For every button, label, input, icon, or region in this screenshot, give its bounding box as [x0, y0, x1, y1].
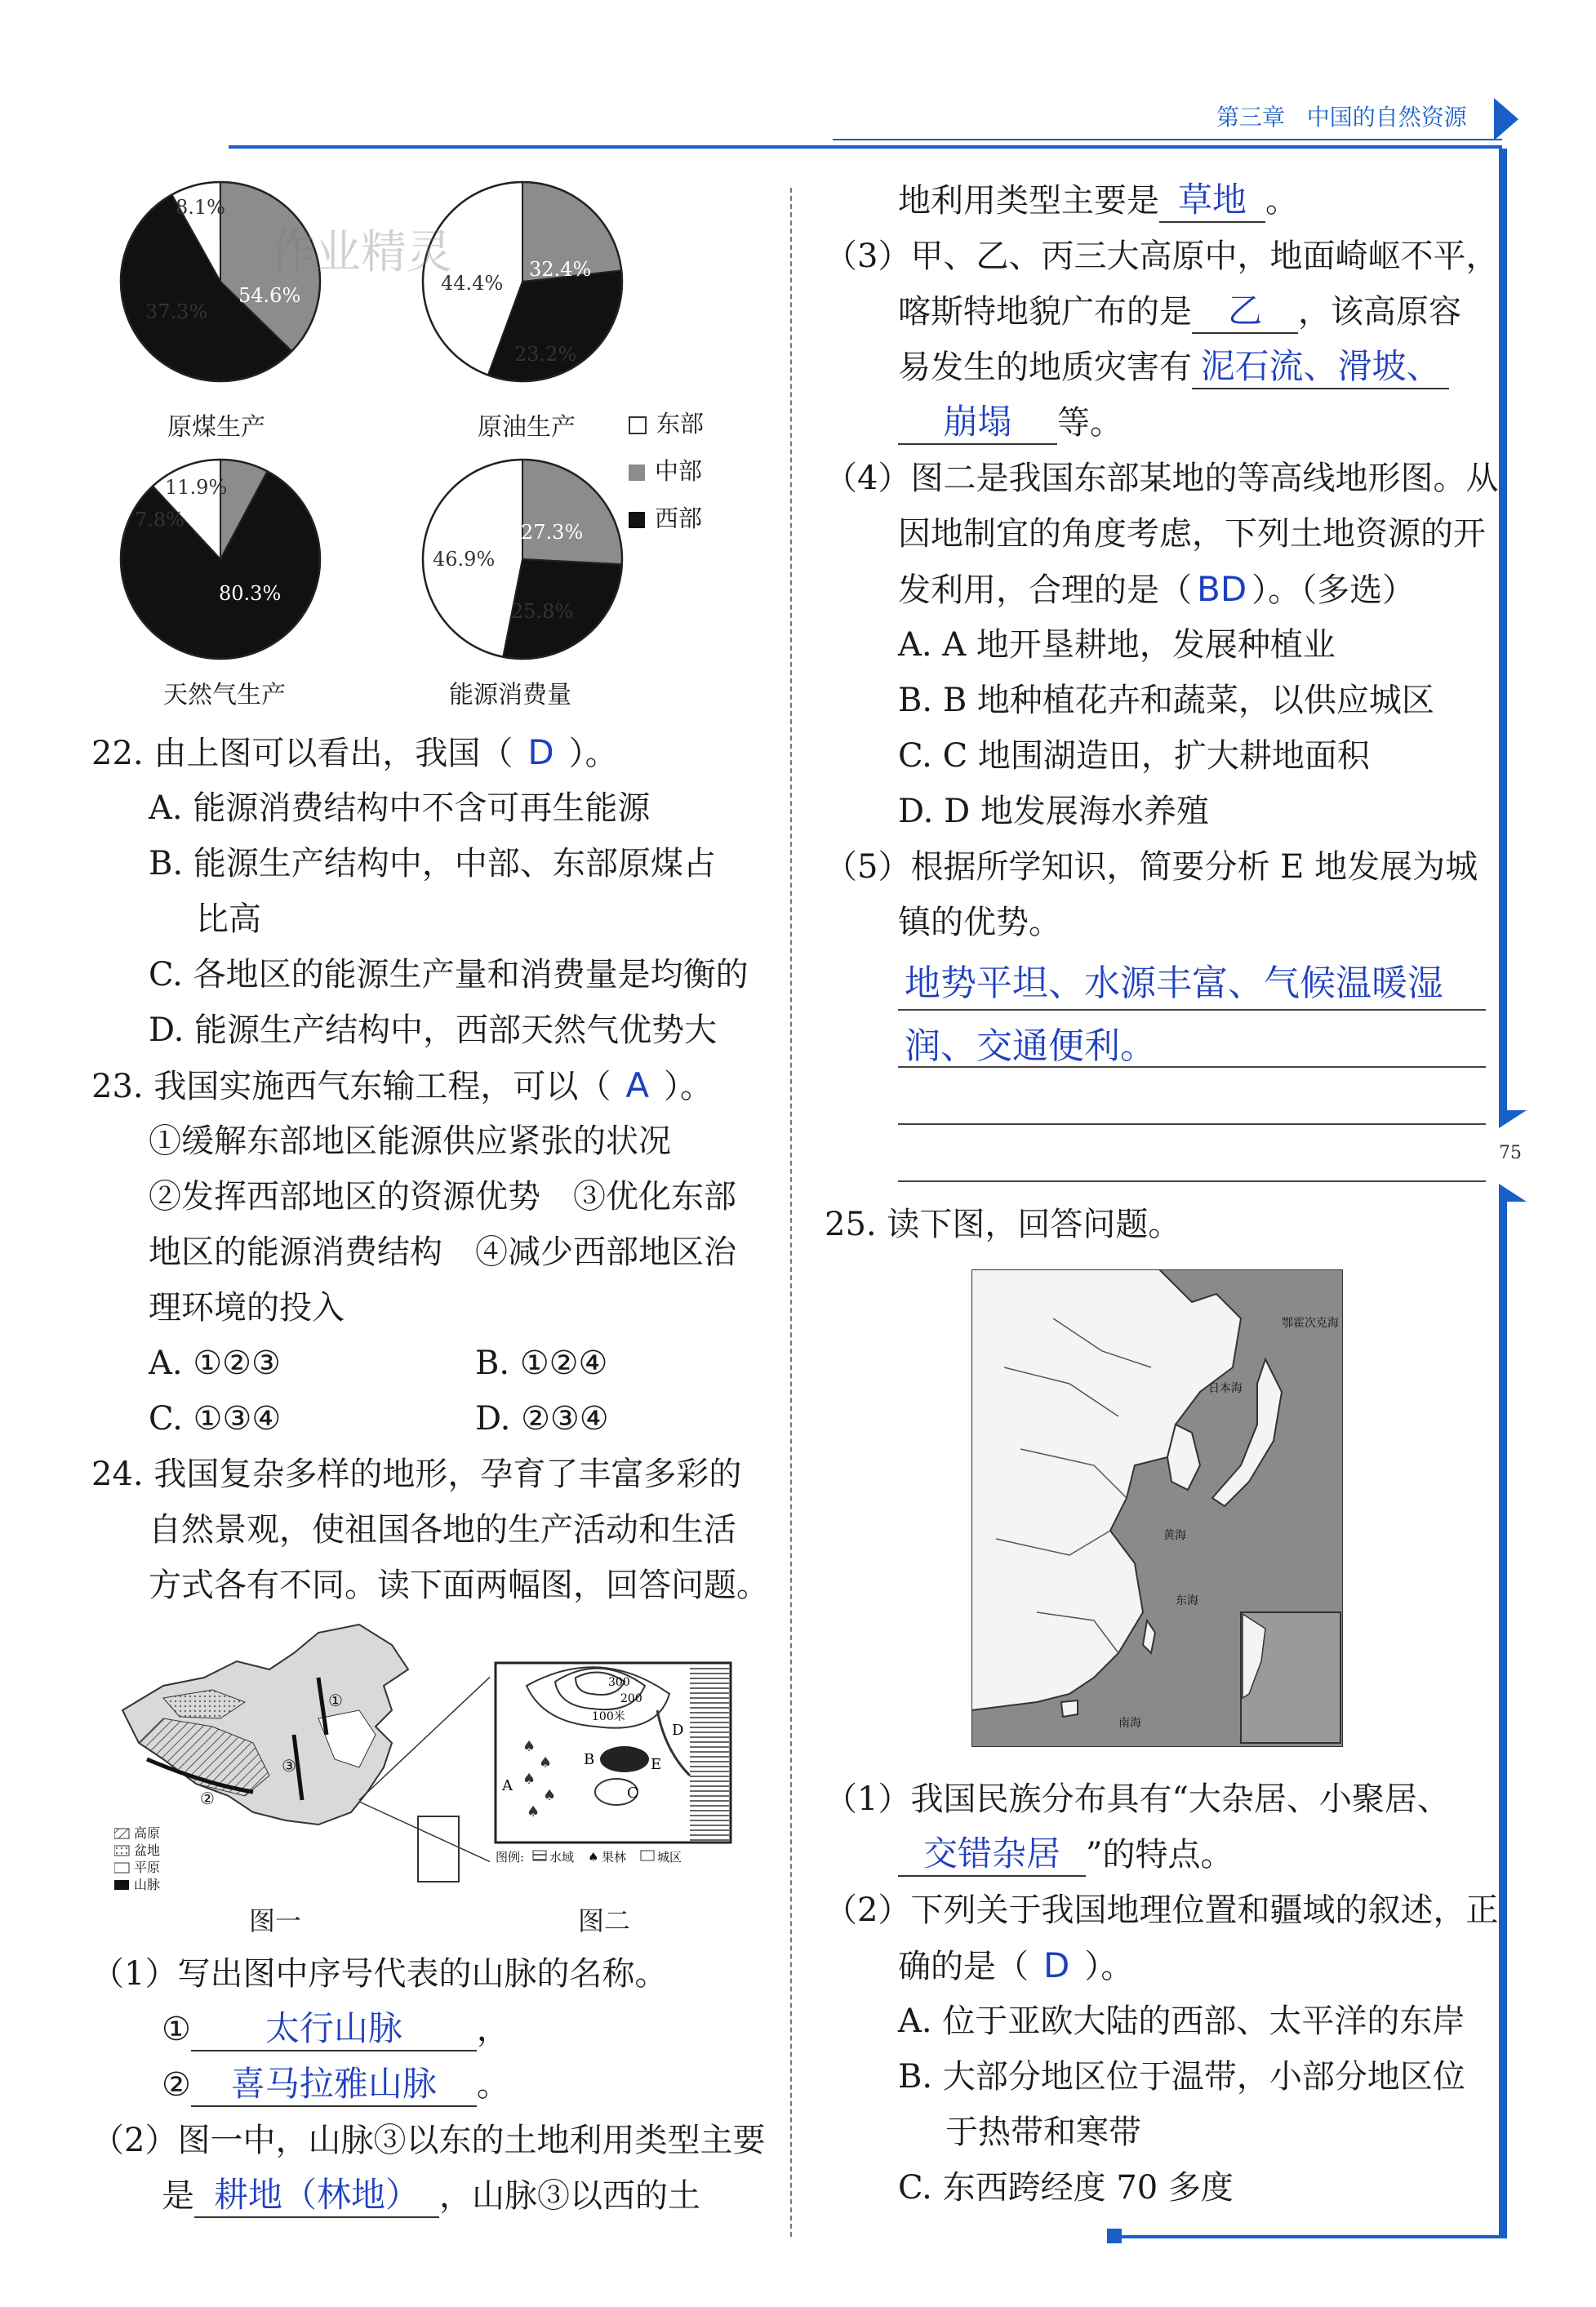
q25-part1-line2: 交错杂居 ”的特点。 [898, 1827, 1233, 1882]
q23-option-c: C. ①③④ [149, 1400, 282, 1438]
q23-line-2: ②发挥西部地区的资源优势 ③优化东部 [149, 1178, 736, 1216]
q24-part3-answer2: 泥石流、滑坡、 [1192, 345, 1449, 389]
marker-3: ③ [282, 1756, 296, 1776]
svg-text:♠: ♠ [588, 1850, 599, 1865]
legend-central: 中部 [629, 447, 704, 495]
figure2-caption: 图二 [578, 1905, 631, 1936]
svg-text:图例:: 图例: [496, 1850, 525, 1865]
q25-part2-option-c: C. 东西跨经度 70 多度 [898, 2169, 1234, 2207]
side-marker-upper [1499, 1110, 1527, 1128]
figure2-contour-map [494, 1661, 735, 1890]
q25-part1-line1: （1）我国民族分布具有“大杂居、小聚居、 [825, 1780, 1450, 1818]
q24-line-3: 方式各有不同。读下面两幅图，回答问题。 [149, 1567, 769, 1604]
svg-text:♠: ♠ [522, 1738, 536, 1755]
q24-line-1: 24. 我国复杂多样的地形，孕育了丰富多彩的 [91, 1456, 742, 1493]
q23-stem: 23. 我国实施西气东输工程，可以（ A ）。 [91, 1065, 714, 1105]
svg-text:果林: 果林 [602, 1850, 627, 1865]
header-rule [229, 145, 1502, 149]
q25-part2-line2: 确的是（ D ）。 [898, 1945, 1134, 1985]
chapter-number: 第三章 [1216, 104, 1286, 131]
pie-caption-consume: 能源消费量 [449, 681, 571, 709]
q24-part5-answer1: 地势平坦、水源丰富、气候温暖湿 [905, 962, 1443, 1004]
q23-option-b: B. ①②④ [475, 1345, 608, 1382]
q22-option-b-cont: 比高 [196, 900, 261, 938]
q24-part4-option-d: D. D 地发展海水养殖 [898, 793, 1209, 830]
q25-part2-option-b-cont: 于热带和寒带 [945, 2114, 1141, 2151]
q22-option-b: B. 能源生产结构中，中部、东部原煤占 [149, 845, 716, 882]
q24-part4-option-c: C. C 地围湖造田，扩大耕地面积 [898, 737, 1370, 775]
q24-part4-line3: 发利用，合理的是（ BD ）。（多选） [898, 569, 1416, 609]
point-c: C [627, 1785, 638, 1802]
q24-part5-line1: （5）根据所学知识，简要分析 E 地发展为城 [825, 848, 1478, 886]
contour-label-200: 200 [620, 1692, 642, 1705]
q24-part3-line4: 崩塌 等。 [898, 395, 1123, 451]
q24-part3-line1: （3）甲、乙、丙三大高原中，地面崎岖不平， [825, 238, 1499, 275]
q25-part2-answer: D [1043, 1945, 1070, 1985]
q25-part2-option-a: A. 位于亚欧大陆的西部、太平洋的东岸 [898, 2003, 1465, 2040]
q24-line-2: 自然景观，使祖国各地的生产活动和生活 [149, 1511, 736, 1549]
coal-central-label: 37.3% [145, 300, 208, 323]
q23-line-3: 地区的能源消费结构 ④减少西部地区治 [149, 1234, 736, 1271]
consume-east-label: 46.9% [433, 548, 496, 571]
oil-east-label: 44.4% [441, 272, 504, 295]
legend-west: 西部 [629, 495, 704, 542]
q24-part2-line1: （2）图一中，山脉③以东的土地利用类型主要 [91, 2122, 766, 2159]
pie-consume-slice-central [522, 460, 622, 564]
q24-part3-answer1: 乙 [1192, 290, 1298, 334]
q25-part2-option-b: B. 大部分地区位于温带，小部分地区位 [898, 2058, 1465, 2096]
pie-legend [629, 400, 704, 542]
figure2-legend [496, 1850, 682, 1865]
column-divider [790, 188, 792, 2237]
point-b: B [584, 1751, 595, 1768]
q24-part4-line1: （4）图二是我国东部某地的等高线地形图。从 [825, 460, 1499, 497]
contour-label-300: 300 [608, 1676, 630, 1689]
coal-east-label: 8.1% [176, 196, 225, 219]
q23-line-4: 理环境的投入 [149, 1289, 345, 1327]
q24-part4-answer: BD [1197, 569, 1247, 609]
svg-text:♠: ♠ [527, 1803, 540, 1820]
q24-part2-line2: 是 耕地（林地） ，山脉③以西的土 [162, 2168, 700, 2224]
side-marker-lower [1499, 1184, 1527, 1202]
q24-part5-line2: 镇的优势。 [898, 904, 1061, 941]
svg-text:东海: 东海 [1176, 1594, 1198, 1607]
answer-line-4 [898, 1180, 1486, 1182]
q24-part3-line2: 喀斯特地貌广布的是 乙 ，该高原容 [898, 284, 1461, 340]
contour-label-100: 100米 [592, 1710, 625, 1723]
figure1-caption: 图一 [249, 1905, 302, 1936]
consume-central-label: 25.8% [511, 600, 574, 623]
point-a: A [502, 1777, 513, 1794]
q25-part1-answer: 交错杂居 [898, 1833, 1086, 1877]
side-bar-lower [1499, 1200, 1507, 2237]
south-sea-inset [418, 1816, 459, 1882]
pie-caption-coal: 原煤生产 [167, 413, 265, 442]
svg-text:日本海: 日本海 [1208, 1382, 1243, 1395]
q24-part2-line3: 地利用类型主要是 草地 。 [898, 173, 1298, 229]
lake-b [600, 1746, 649, 1772]
chapter-title: 中国的自然资源 [1306, 104, 1467, 131]
q25-stem: 25. 读下图，回答问题。 [825, 1206, 1181, 1243]
gas-west-label: 80.3% [219, 582, 282, 605]
q24-part2-answer2: 草地 [1159, 179, 1265, 223]
q24-part5-answer2: 润、交通便利。 [905, 1025, 1156, 1067]
q24-part3-line3: 易发生的地质灾害有 泥石流、滑坡、 [898, 340, 1449, 395]
q23-option-a: A. ①②③ [149, 1345, 281, 1382]
q24-part1-item1-end: ， [476, 2011, 509, 2048]
oil-west-label: 32.4% [529, 258, 592, 281]
q24-part4-line2: 因地制宜的角度考虑，下列土地资源的开 [898, 515, 1486, 553]
legend-east: 东部 [629, 400, 704, 447]
sea-area [690, 1665, 729, 1841]
q24-part1-answer2: 喜马拉雅山脉 [191, 2063, 477, 2107]
consume-west-label: 27.3% [521, 521, 584, 544]
q24-part4-option-a: A. A 地开垦耕地，发展种植业 [898, 626, 1336, 664]
q23-answer: A [625, 1065, 650, 1105]
svg-text:♠: ♠ [522, 1771, 536, 1788]
svg-text:盆地: 盆地 [134, 1842, 161, 1858]
marker-2: ② [200, 1789, 215, 1808]
watermark: 作业精灵 [269, 226, 452, 279]
svg-text:♠: ♠ [543, 1787, 557, 1804]
marker-1: ① [328, 1691, 343, 1710]
figure1-terrain-map [114, 1620, 490, 1902]
gas-east-label: 11.9% [165, 476, 228, 499]
point-e: E [651, 1756, 662, 1773]
svg-text:南海: 南海 [1118, 1717, 1141, 1730]
coal-west-label: 54.6% [238, 284, 301, 307]
header-rule-top [833, 139, 1502, 140]
page-number: 75 [1499, 1143, 1522, 1163]
q22-answer: D [527, 732, 554, 772]
footer-square [1107, 2229, 1122, 2243]
footer-rule [1110, 2235, 1507, 2238]
svg-text:鄂霍次克海: 鄂霍次克海 [1282, 1317, 1339, 1330]
q23-line-1: ①缓解东部地区能源供应紧张的状况 [149, 1122, 671, 1160]
svg-text:水域: 水域 [549, 1850, 575, 1865]
point-d: D [672, 1722, 684, 1739]
hainan [1061, 1700, 1078, 1717]
q24-part3-answer3: 崩塌 [898, 401, 1057, 445]
pie-caption-gas: 天然气生产 [163, 681, 286, 709]
q24-part1: （1）写出图中序号代表的山脉的名称。 [91, 1955, 668, 1993]
gas-central-label: 7.8% [135, 509, 184, 531]
svg-text:山脉: 山脉 [134, 1877, 161, 1892]
q22-option-a: A. 能源消费结构中不含可再生能源 [149, 789, 651, 827]
answer-line-1 [898, 1009, 1486, 1011]
q24-part1-item2: ② 喜马拉雅山脉 。 [162, 2057, 509, 2113]
q24-part1-answer1: 太行山脉 [191, 2007, 477, 2051]
svg-text:城区: 城区 [657, 1850, 682, 1865]
q22-stem: 22. 由上图可以看出，我国（ D ）。 [91, 732, 618, 772]
svg-text:黄海: 黄海 [1163, 1529, 1186, 1542]
svg-text:平原: 平原 [134, 1860, 161, 1875]
q24-part4-option-b: B. B 地种植花卉和蔬菜，以供应城区 [898, 682, 1434, 719]
header-arrow [1494, 98, 1518, 140]
q24-part1-item2-end: 。 [476, 2066, 509, 2104]
q25-east-asia-map [971, 1269, 1343, 1747]
answer-line-3 [898, 1123, 1486, 1125]
q22-option-c: C. 各地区的能源生产量和消费量是均衡的 [149, 956, 749, 993]
svg-text:♠: ♠ [539, 1754, 553, 1771]
q24-part1-item1: ① 太行山脉 ， [162, 2002, 509, 2057]
q22-option-d: D. 能源生产结构中，西部天然气优势大 [149, 1011, 718, 1049]
answer-line-2 [898, 1066, 1486, 1068]
q23-option-d: D. ②③④ [475, 1400, 609, 1438]
side-bar-upper [1499, 149, 1507, 1120]
q24-part2-answer1: 耕地（林地） [194, 2174, 439, 2218]
pie-caption-oil: 原油生产 [478, 413, 576, 442]
svg-text:高原: 高原 [134, 1825, 161, 1841]
oil-central-label: 23.2% [514, 343, 577, 366]
q25-part2-line1: （2）下列关于我国地理位置和疆域的叙述，正 [825, 1891, 1499, 1929]
chapter-header [1216, 100, 1467, 132]
figure1-legend [114, 1825, 160, 1892]
